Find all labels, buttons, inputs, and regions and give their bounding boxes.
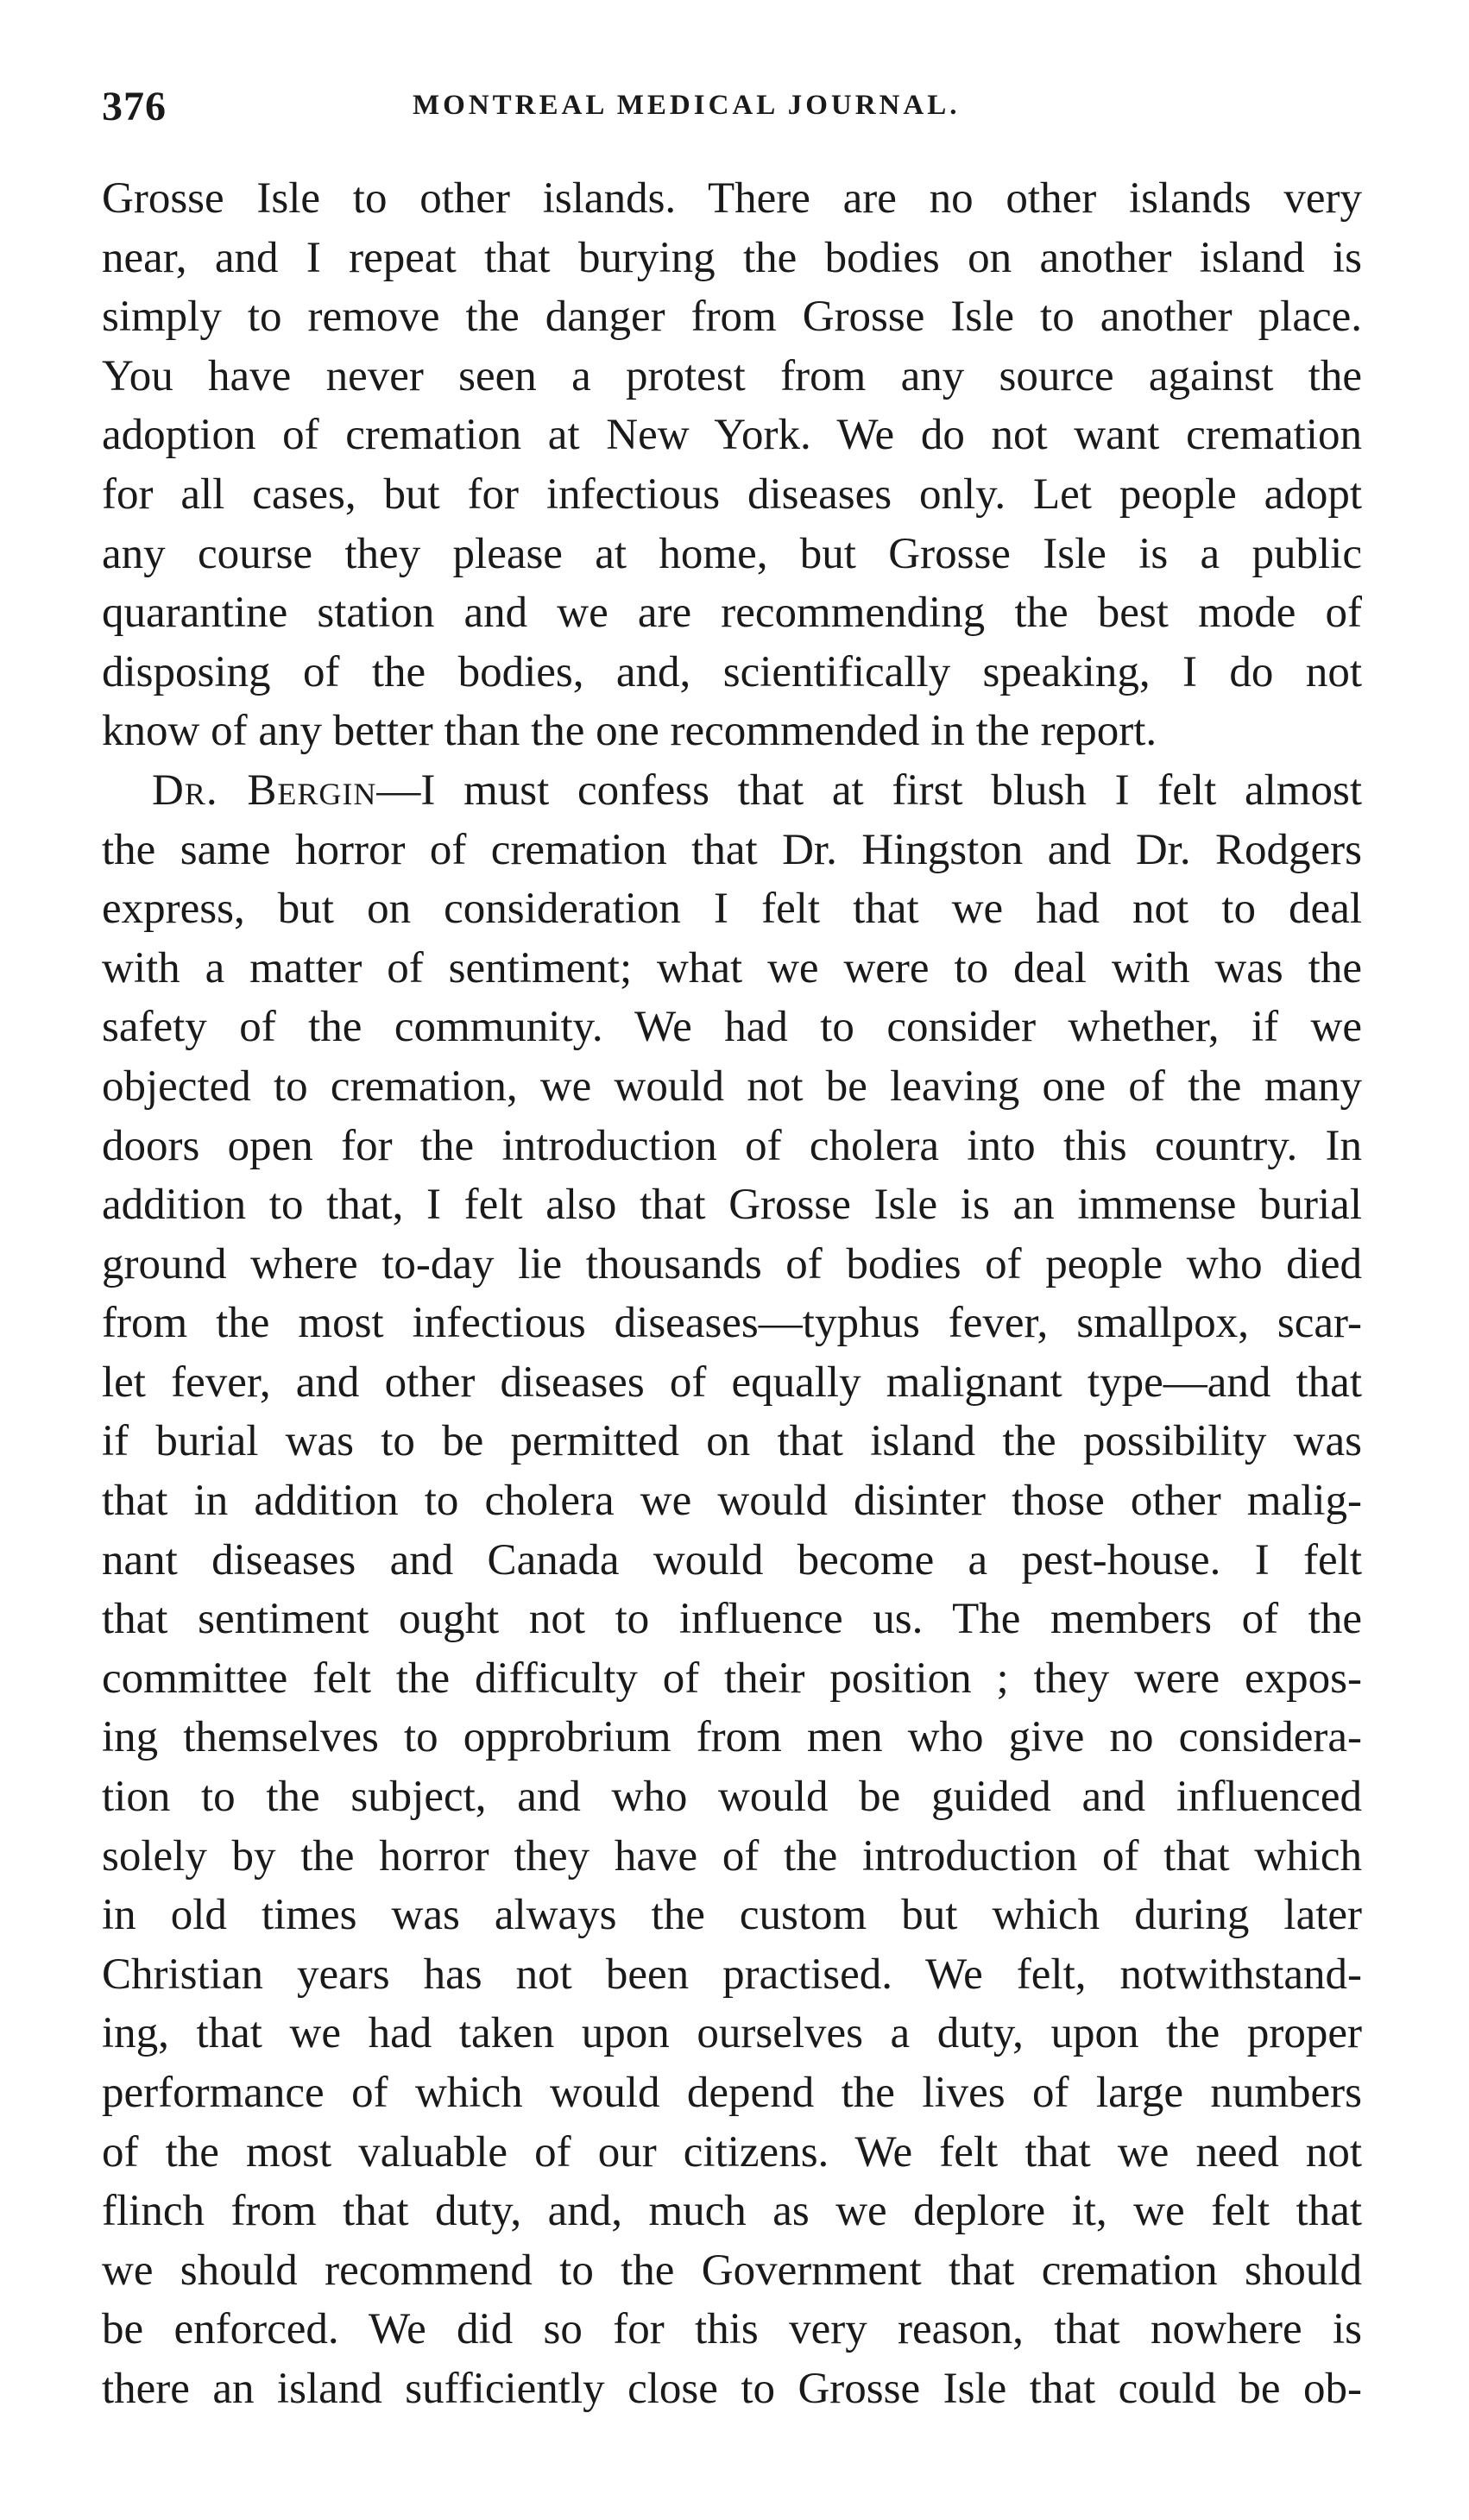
text-line: simply to remove the danger from Grosse Isle to another place. bbox=[102, 293, 1362, 342]
text-line: the same horror of cremation that Dr. Hingston and Dr. Rodgers bbox=[102, 825, 1362, 874]
text-line: tion to the subject, and who would be guided and influenced bbox=[102, 1773, 1362, 1822]
journal-title: MONTREAL MEDICAL JOURNAL. bbox=[413, 90, 961, 121]
text-line: express, but on consideration I felt that we had not to deal bbox=[102, 885, 1362, 934]
text-line: ing, that we had taken upon ourselves a duty, upon the proper bbox=[102, 2009, 1362, 2058]
body-text bbox=[102, 169, 1362, 2419]
paragraph-1 bbox=[102, 169, 1362, 761]
text-line: Grosse Isle to other islands. There are no other islands very bbox=[102, 174, 1362, 223]
text-line: any course they please at home, but Grosse Isle is a public bbox=[102, 529, 1362, 578]
text-line: let fever, and other diseases of equally malignant type—and that bbox=[102, 1358, 1362, 1407]
first-line-text: —I must confess that at first blush I felt almost bbox=[376, 765, 1362, 815]
text-line: You have never seen a protest from any source against the bbox=[102, 351, 1362, 400]
text-line: near, and I repeat that burying the bodies on another island is bbox=[102, 233, 1362, 282]
text-line: ing themselves to opprobrium from men who give no considera- bbox=[102, 1713, 1362, 1762]
text-line: flinch from that duty, and, much as we deplore it, we felt that bbox=[102, 2187, 1362, 2236]
text-line: Christian years has not been practised. We felt, notwithstand- bbox=[102, 1950, 1362, 1999]
text-line: with a matter of sentiment; what we were to deal with was the bbox=[102, 943, 1362, 992]
text-line: for all cases, but for infectious diseases only. Let people adopt bbox=[102, 469, 1362, 519]
text-line: quarantine station and we are recommending the best mode of bbox=[102, 589, 1362, 638]
text-line: be enforced. We did so for this very reason, that nowhere is bbox=[102, 2305, 1362, 2354]
text-line: safety of the community. We had to consider whether, if we bbox=[102, 1003, 1362, 1052]
text-line: ground where to-day lie thousands of bodies of people who died bbox=[102, 1239, 1362, 1288]
text-line: from the most infectious diseases—typhus fever, smallpox, scar- bbox=[102, 1299, 1362, 1348]
text-line: objected to cremation, we would not be leaving one of the many bbox=[102, 1062, 1362, 1111]
text-line: solely by the horror they have of the introduction of that which bbox=[102, 1831, 1362, 1881]
text-line: performance of which would depend the lives of large numbers bbox=[102, 2069, 1362, 2117]
text-line-first bbox=[102, 761, 1362, 821]
text-line: doors open for the introduction of cholera into this country. In bbox=[102, 1121, 1362, 1170]
page-number: 376 bbox=[102, 84, 167, 129]
text-line: we should recommend to the Government that cremation should bbox=[102, 2246, 1362, 2295]
text-line: that in addition to cholera we would disinter those other malig- bbox=[102, 1477, 1362, 1526]
text-line: in old times was always the custom but which during later bbox=[102, 1891, 1362, 1940]
text-line: committee felt the difficulty of their position ; they were expos- bbox=[102, 1654, 1362, 1703]
text-line: if burial was to be permitted on that island the possibility was bbox=[102, 1417, 1362, 1466]
text-line: addition to that, I felt also that Grosse Isle is an immense burial bbox=[102, 1181, 1362, 1230]
text-line: of the most valuable of our citizens. We felt that we need not bbox=[102, 2127, 1362, 2177]
text-line: there an island sufficiently close to Grosse Isle that could be ob- bbox=[102, 2364, 1362, 2413]
running-head bbox=[102, 83, 1362, 143]
text-line: disposing of the bodies, and, scientifically speaking, I do not bbox=[102, 647, 1362, 696]
text-line: adoption of cremation at New York. We do not want cremation bbox=[102, 411, 1362, 460]
text-line: know of any better than the one recommended in the report. bbox=[102, 707, 1157, 756]
speaker-name: Dr. Bergin bbox=[152, 765, 377, 815]
text-line: that sentiment ought not to influence us. The members of the bbox=[102, 1595, 1362, 1644]
paragraph-2 bbox=[102, 761, 1362, 2419]
text-line: nant diseases and Canada would become a pest-house. I felt bbox=[102, 1535, 1362, 1584]
